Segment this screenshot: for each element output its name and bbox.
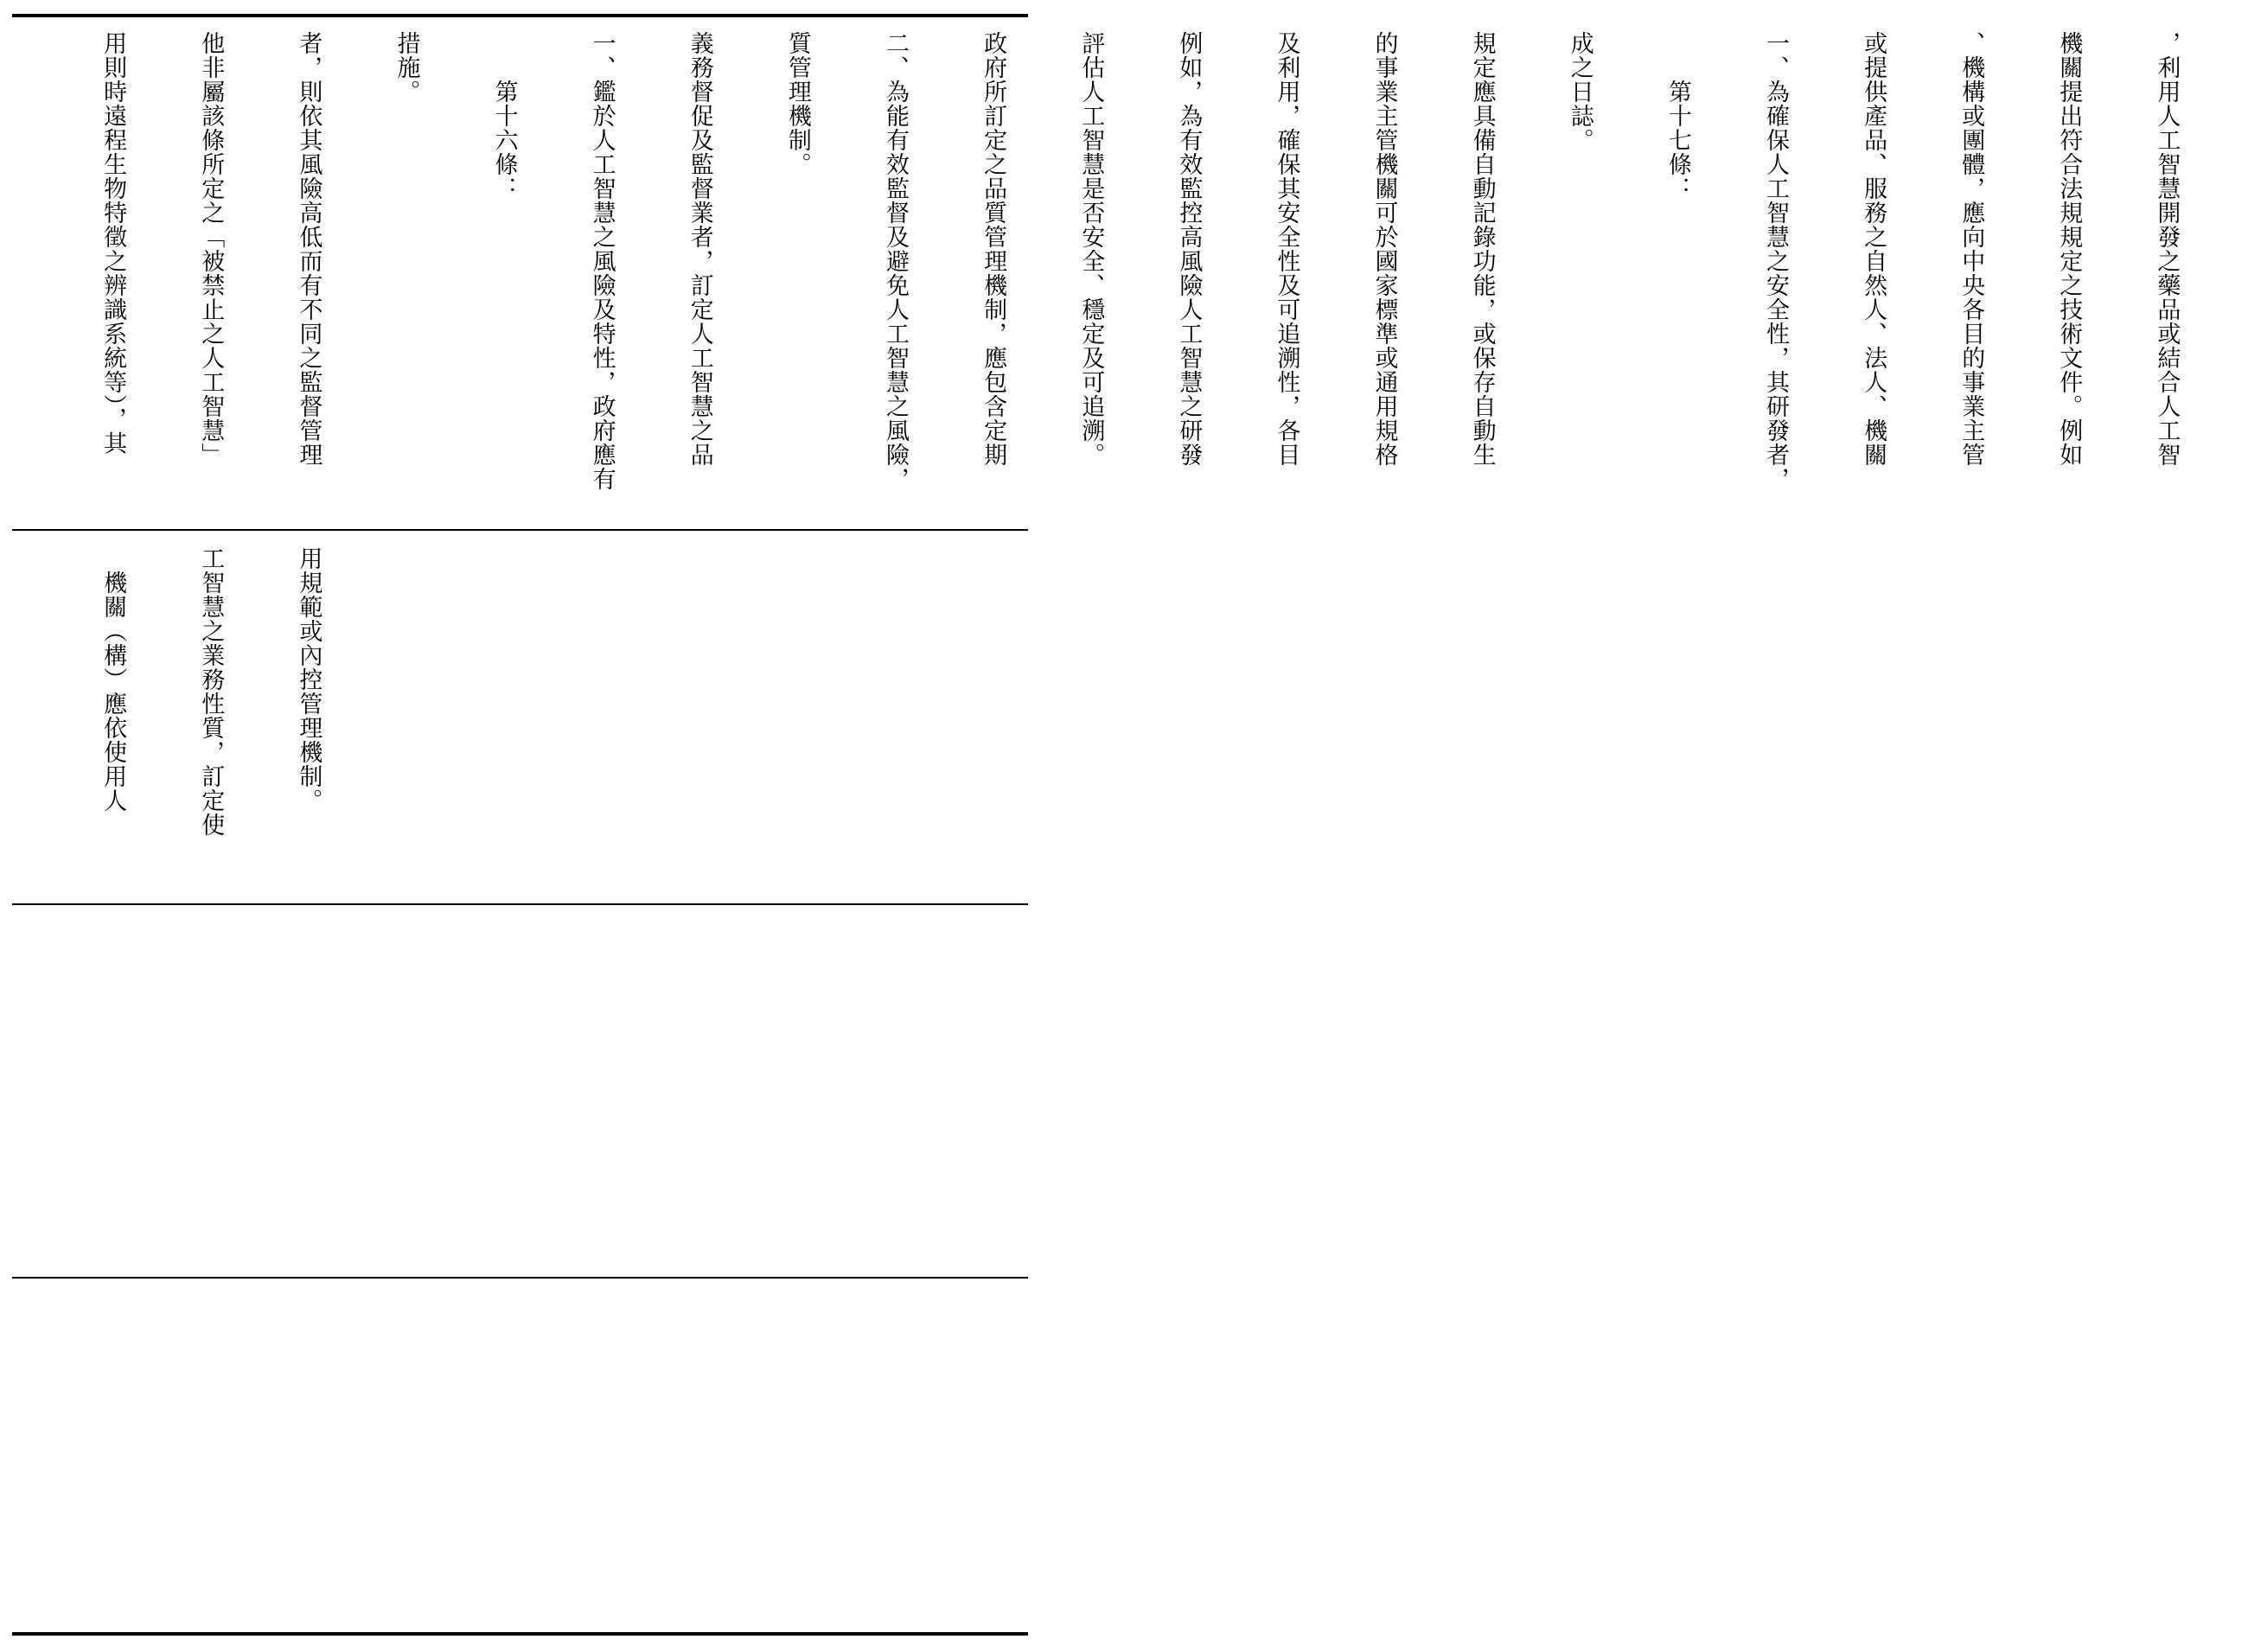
- cell-section-a: [12, 19, 2181, 526]
- text-line: 他非屬該條所定之「被禁止之人工智慧」: [197, 31, 225, 467]
- text-line: 用規範或內控管理機制。: [295, 546, 323, 813]
- text-line: 措施。: [393, 31, 420, 104]
- text-line: 政府所訂定之品質管理機制，應包含定期: [980, 31, 1007, 467]
- row-divider-2: [12, 903, 1028, 905]
- text-line: ，利用人工智慧開發之藥品或結合人工智: [2153, 31, 2181, 467]
- text-line: 義務督促及監督業者，訂定人工智慧之品: [686, 31, 713, 467]
- article-heading: 第十六條：: [490, 31, 518, 201]
- text-line: 機關（構）應依使用人: [99, 546, 127, 813]
- row-divider-3: [12, 1277, 1028, 1279]
- table-bottom-rule: [12, 1632, 1028, 1636]
- text-line: 的事業主管機關可於國家標準或通用規格: [1370, 31, 1398, 467]
- table-top-rule: [12, 14, 1028, 17]
- text-line: 機關提出符合法規規定之技術文件。例如: [2055, 31, 2083, 467]
- row-divider-1: [12, 529, 1028, 531]
- text-line: 一、鑑於人工智慧之風險及特性，政府應有: [588, 31, 616, 491]
- text-line: 評估人工智慧是否安全、穩定及可追溯。: [1077, 31, 1105, 467]
- text-line: 工智慧之業務性質，訂定使: [197, 546, 225, 837]
- article-heading: 第十七條：: [1664, 31, 1691, 201]
- text-line: 用則時遠程生物特徵之辨識系統等），其: [99, 31, 127, 456]
- text-line: 及利用，確保其安全性及可追溯性，各目: [1273, 31, 1300, 467]
- section-a-text: [31, 31, 2248, 491]
- text-line: 者，則依其風險高低而有不同之監督管理: [295, 31, 323, 467]
- text-line: 成之日誌。: [1566, 31, 1593, 152]
- text-line: 例如，為有效監控高風險人工智慧之研發: [1175, 31, 1203, 467]
- section-b-text: [31, 546, 390, 837]
- text-line: 一、為確保人工智慧之安全性，其研發者，: [1761, 31, 1789, 491]
- text-line: 二、為能有效監督及避免人工智慧之風險，: [881, 31, 909, 491]
- cell-section-c: [12, 909, 1028, 1273]
- cell-section-d: [12, 1282, 1028, 1630]
- text-line: 、機構或團體，應向中央各目的事業主管: [1957, 31, 1985, 467]
- cell-section-b: [12, 534, 1028, 901]
- text-line: 或提供產品、服務之自然人、法人、機關: [1860, 31, 1887, 467]
- text-line: 規定應具備自動記錄功能，或保存自動生: [1468, 31, 1496, 467]
- text-line: 質管理機制。: [783, 31, 811, 176]
